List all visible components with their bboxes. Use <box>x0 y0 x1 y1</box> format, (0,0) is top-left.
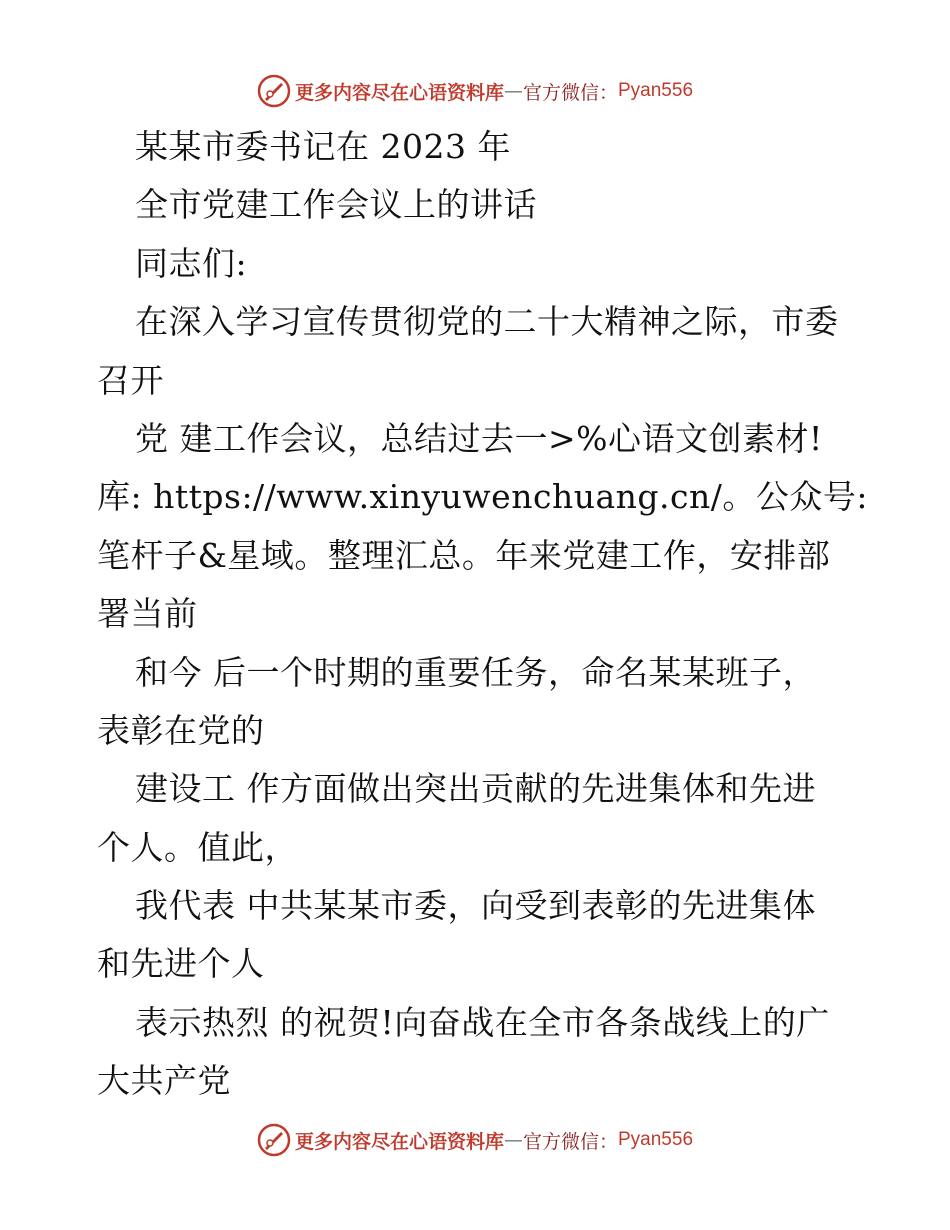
banner-site-name: 更多内容尽在心语资料库 <box>294 81 504 104</box>
banner-wechat-label: 官方微信： <box>522 1130 618 1153</box>
banner-wechat-label: 官方微信： <box>522 81 618 104</box>
banner-site-name: 更多内容尽在心语资料库 <box>294 1130 504 1153</box>
document-body <box>97 118 897 1111</box>
text-line: 个人。值此， <box>97 827 298 867</box>
text-line: 和先进个人 <box>97 944 265 984</box>
banner-wechat-account: Pyan556 <box>618 80 694 101</box>
banner-separator: — <box>503 1129 523 1151</box>
text-line: 表示热烈 的祝贺!向奋战在全市各条战线上的广 <box>135 1002 830 1042</box>
quill-pen-circle-icon <box>257 1123 291 1157</box>
text-line: 笔杆子&星域。整理汇总。年来党建工作，安排部 <box>97 535 831 575</box>
text-line: 库: https://www.xinyuwenchuang.cn/。公众号: <box>97 477 868 517</box>
text-line: 大共产党 <box>97 1061 231 1101</box>
text-line: 我代表 中共某某市委，向受到表彰的先进集体 <box>135 886 816 926</box>
text-line: 党 建工作会议，总结过去一>%心语文创素材! <box>135 418 823 458</box>
footer-banner <box>0 1120 950 1160</box>
text-line: 和今 后一个时期的重要任务，命名某某班子， <box>135 652 816 692</box>
text-line: 在深入学习宣传贯彻党的二十大精神之际，市委 <box>135 302 839 342</box>
text-line: 某某市委书记在 2023 年 <box>135 127 511 166</box>
banner-wechat-account: Pyan556 <box>618 1129 694 1150</box>
quill-pen-circle-icon <box>257 74 291 108</box>
text-line: 全市党建工作会议上的讲话 <box>135 185 537 225</box>
text-line: 召开 <box>97 360 164 400</box>
text-line: 同志们: <box>135 243 248 283</box>
text-line: 表彰在党的 <box>97 710 265 750</box>
banner-separator: — <box>503 80 523 102</box>
header-banner <box>0 71 950 111</box>
text-line: 建设工 作方面做出突出贡献的先进集体和先进 <box>135 769 816 809</box>
text-line: 署当前 <box>97 594 198 634</box>
